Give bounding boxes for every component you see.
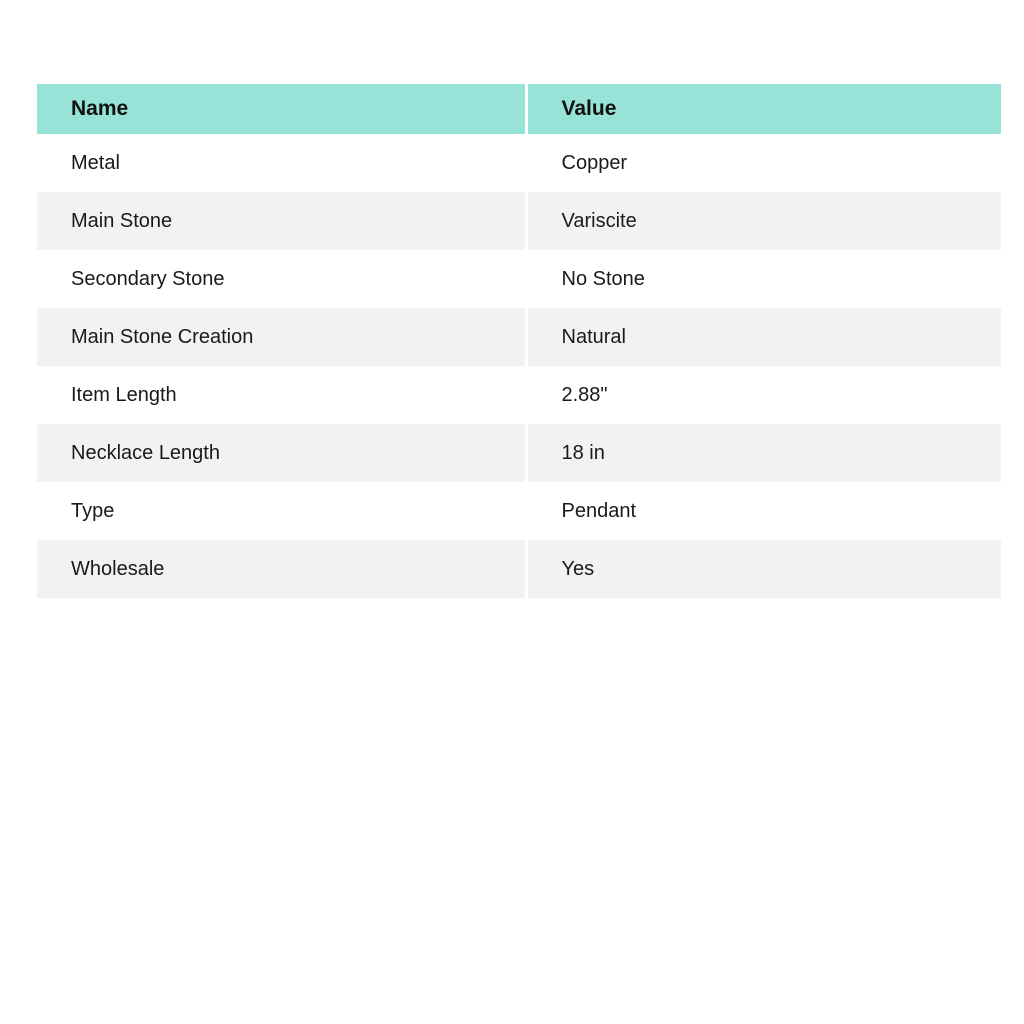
table-body [37,134,1001,598]
column-header-name: Name [37,84,526,134]
attribute-value-cell: 2.88" [561,383,608,406]
attribute-value-cell: Copper [561,151,628,174]
table-row [37,540,1001,598]
attribute-value-cell: Natural [526,308,1001,366]
attribute-name-cell: Metal [37,134,526,192]
attribute-name-cell: Type [37,482,526,540]
table-row [37,366,1001,424]
table-row [37,424,1001,482]
attribute-value-cell: 18 in [526,424,1001,482]
column-header-value: Value [526,84,1001,134]
attribute-name-cell: Wholesale [37,540,526,598]
table-row [37,308,1001,366]
table-row [37,250,1001,308]
attribute-value-cell: Variscite [526,192,1001,250]
attribute-value-cell: Pendant [561,499,637,522]
attribute-name-cell: Item Length [37,366,526,424]
attributes-table [37,84,1001,598]
table-row [37,482,1001,540]
attribute-value-cell: No Stone [561,267,645,290]
attribute-name-cell: Main Stone [37,192,526,250]
attribute-name-cell: Necklace Length [37,424,526,482]
attribute-name-cell: Main Stone Creation [37,308,526,366]
attribute-value-cell: Yes [526,540,1001,598]
table-header-row [37,84,1001,134]
table-row [37,192,1001,250]
attribute-name-cell: Secondary Stone [37,250,526,308]
table-row [37,134,1001,192]
